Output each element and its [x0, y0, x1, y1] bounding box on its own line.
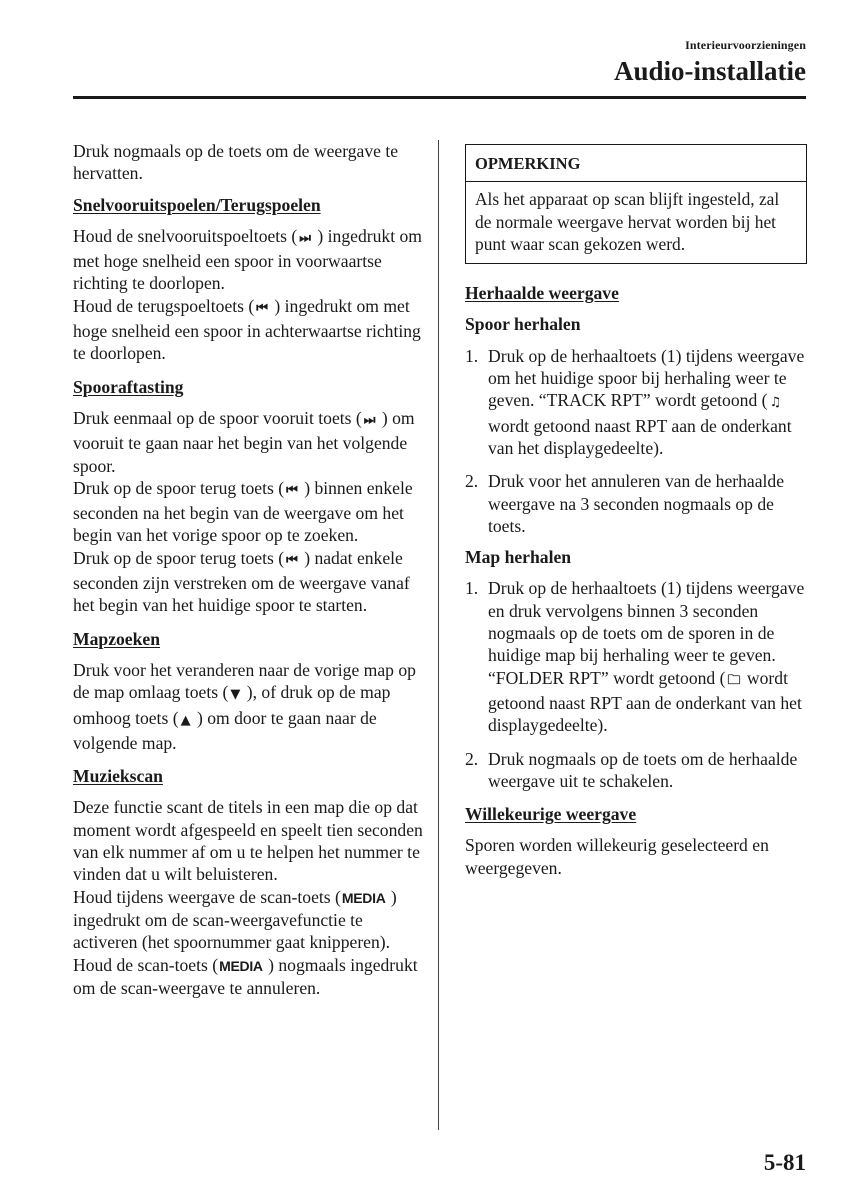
random-heading: Willekeurige weergave — [465, 804, 637, 825]
next-track-icon: ⏭ — [299, 230, 311, 246]
left-column — [73, 140, 423, 999]
rewind-text: Houd de terugspoeltoets ( ⏮ ) ingedrukt om met hoge snelheid een spoor in achterwaartse richting te doorlopen. — [73, 295, 421, 364]
folder-icon: 🗀 — [727, 672, 741, 688]
list-item: 2. Druk voor het annuleren van de herhaalde weergave na 3 seconden nogmaals op de toets. — [465, 471, 785, 536]
header-rule — [73, 96, 806, 99]
section-label: Interieurvoorzieningen — [685, 38, 806, 52]
folder-repeat-heading: Map herhalen — [465, 547, 572, 568]
note-body: Als het apparaat op scan blijft ingesteld, zal de normale weergave hervat worden bij het punt waar scan gekozen werd. — [475, 189, 780, 254]
random-text: Sporen worden willekeurig geselecteerd en weergegeven. — [465, 835, 769, 878]
folder-search-text: Druk voor het veranderen naar de vorige map op de map omlaag toets ( ▼ ), of druk op de map omhoog toets ( ▲ ) om door te gaan naar de volgende map. — [73, 659, 416, 753]
right-column — [465, 140, 807, 879]
folder-down-icon: ▼ — [230, 687, 241, 703]
music-note-icon: ♫ — [769, 395, 782, 411]
music-scan-text-1: Deze functie scant de titels in een map die op dat moment wordt afgespeeld en speelt tien seconden van elk nummer af om u te helpen het nummer te vinden dat u wilt beluisteren. — [73, 797, 423, 885]
folder-up-icon: ▲ — [180, 712, 191, 728]
media-button-icon: MEDIA — [219, 957, 263, 974]
chapter-title: Audio-installatie — [613, 56, 806, 86]
track-repeat-list — [465, 345, 807, 537]
prev-track-icon: ⏮ — [256, 300, 268, 316]
prev-track-icon: ⏮ — [286, 482, 298, 498]
list-item: 2. Druk nogmaals op de toets om de herhaalde weergave uit te schakelen. — [465, 748, 798, 791]
list-item: 1. Druk op de herhaaltoets (1) tijdens weergave om het huidige spoor bij herhaling weer te geven. “TRACK RPT” wordt getoond ( ♫ wordt getoond naast RPT aan de onderkant van het displaygedeelte). — [465, 345, 805, 458]
prev-track-icon: ⏮ — [286, 552, 298, 568]
next-track-icon: ⏭ — [363, 412, 376, 428]
fast-forward-heading: Snelvooruitspoelen/Terugspoelen — [73, 194, 321, 215]
media-button-icon: MEDIA — [341, 889, 386, 906]
folder-repeat-list — [465, 577, 807, 792]
track-scan-text-3: Druk op de spoor terug toets ( ⏮ ) nadat enkele seconden zijn verstreken om de weergave vanaf het begin van het huidige spoor te starten. — [73, 547, 410, 616]
track-scan-text-2: Druk op de spoor terug toets ( ⏮ ) binnen enkele seconden na het begin van de weergave om het begin van het vorige spoor op te zoeken. — [73, 477, 413, 546]
note-title: OPMERKING — [466, 145, 806, 182]
repeat-heading: Herhaalde weergave — [465, 283, 619, 304]
list-item: 1. Druk op de herhaaltoets (1) tijdens weergave en druk vervolgens binnen 3 seconden nogmaals op de toets om de sporen in de huidige map bij herhaling weer te geven. “FOLDER RPT” wordt getoond ( 🗀 wordt getoond naast RPT aan de onderkant van het displaygedeelte). — [465, 578, 805, 736]
note-box — [465, 144, 807, 264]
folder-search-heading: Mapzoeken — [73, 628, 160, 649]
column-divider — [438, 140, 439, 1130]
page-number: 5-81 — [763, 1150, 806, 1175]
music-scan-heading: Muziekscan — [73, 766, 163, 787]
intro-paragraph: Druk nogmaals op de toets om de weergave te hervatten. — [73, 141, 399, 184]
track-repeat-heading: Spoor herhalen — [465, 314, 581, 335]
fast-forward-text: Houd de snelvooruitspoeltoets ( ⏭ ) ingedrukt om met hoge snelheid een spoor in voorwaartse richting te doorlopen. — [73, 225, 422, 294]
music-scan-text-2: Houd tijdens weergave de scan-toets (MEDIA ) ingedrukt om de scan-weergavefunctie te activeren (het spoornummer gaat knipperen). Houd de scan-toets (MEDIA ) nogmaals ingedrukt om de scan-weergave te annuleren. — [73, 886, 418, 998]
track-scan-text-1: Druk eenmaal op de spoor vooruit toets ( ⏭ ) om vooruit te gaan naar het begin van het volgende spoor. — [73, 407, 415, 476]
track-scan-heading: Spooraftasting — [73, 376, 184, 397]
